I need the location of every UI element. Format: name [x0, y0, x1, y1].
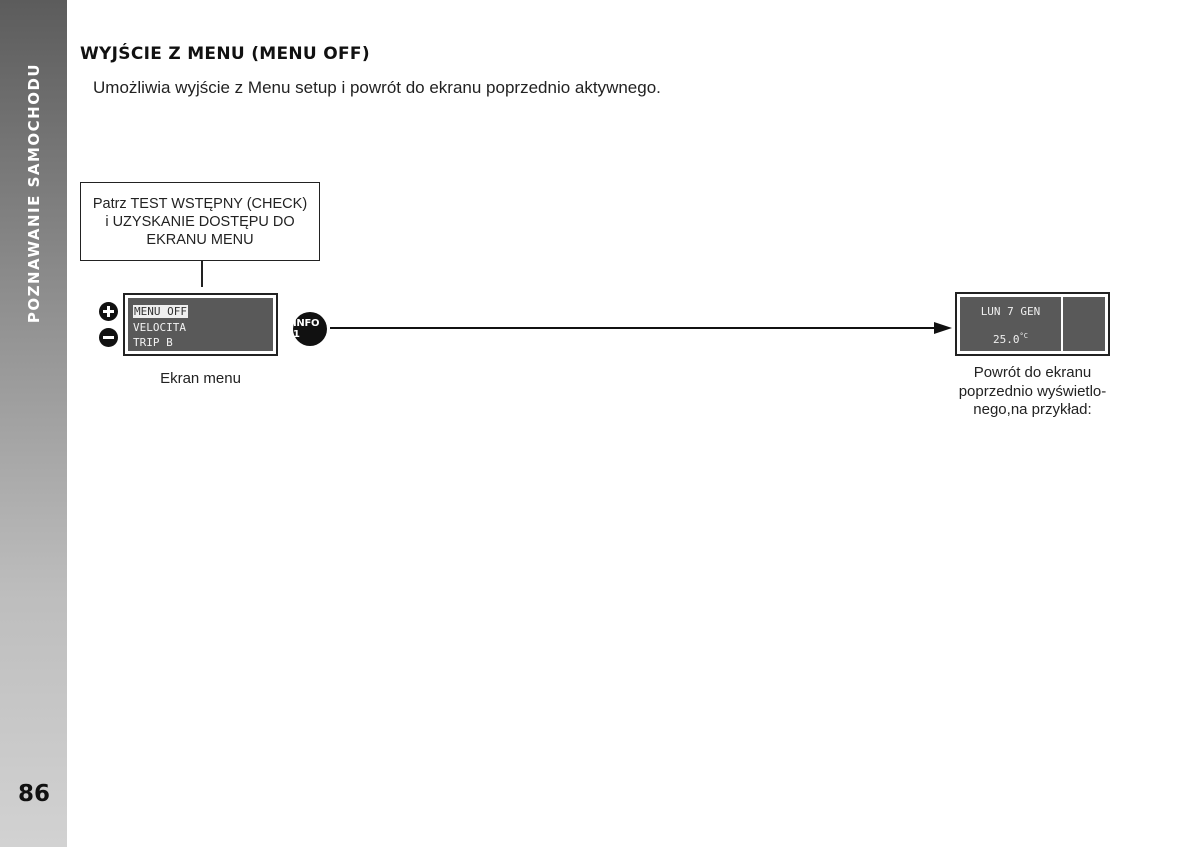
- side-band: [0, 0, 67, 847]
- display-temperature: $25.0^{^\circ C}$: [993, 332, 1028, 346]
- page-number: 86: [18, 781, 51, 807]
- menu-item-selected: MENU OFF: [134, 305, 187, 318]
- section-heading: WYJŚCIE Z MENU (MENU OFF): [80, 44, 370, 64]
- default-display: [955, 292, 1110, 356]
- display-date: LUN 7 GEN: [980, 305, 1041, 318]
- plus-circle-icon: [99, 302, 118, 321]
- temperature-unit: °C: [1019, 332, 1028, 340]
- reference-line: Patrz TEST WSTĘPNY (CHECK): [92, 195, 308, 212]
- menu-display-caption: Ekran menu: [160, 370, 241, 387]
- reference-box: [80, 182, 320, 261]
- arrow-right-icon: [330, 318, 955, 338]
- reference-line: i UZYSKANIE DOSTĘPU DO: [105, 213, 295, 230]
- menu-item: TRIP B: [133, 336, 173, 349]
- caption-line: nego,na przykład:: [973, 401, 1092, 418]
- minus-circle-icon: [99, 328, 118, 347]
- caption-line: poprzednio wyświetlo-: [958, 382, 1107, 400]
- intro-text: Umożliwia wyjście z Menu setup i powrót do ekranu poprzednio aktywnego.: [93, 78, 661, 97]
- info-button-icon: INFO 1: [293, 312, 327, 346]
- display-divider: [1061, 297, 1063, 351]
- caption-line: Powrót do ekranu: [973, 364, 1092, 381]
- menu-display-screen: [128, 298, 273, 351]
- menu-display: [123, 293, 278, 356]
- default-display-screen: [960, 297, 1105, 351]
- reference-connector: [201, 261, 203, 287]
- default-display-caption: [930, 364, 1135, 420]
- reference-line: EKRANU MENU: [146, 231, 254, 248]
- section-side-label: POZNAWANIE SAMOCHODU: [25, 62, 43, 324]
- menu-item: VELOCITA: [133, 320, 186, 334]
